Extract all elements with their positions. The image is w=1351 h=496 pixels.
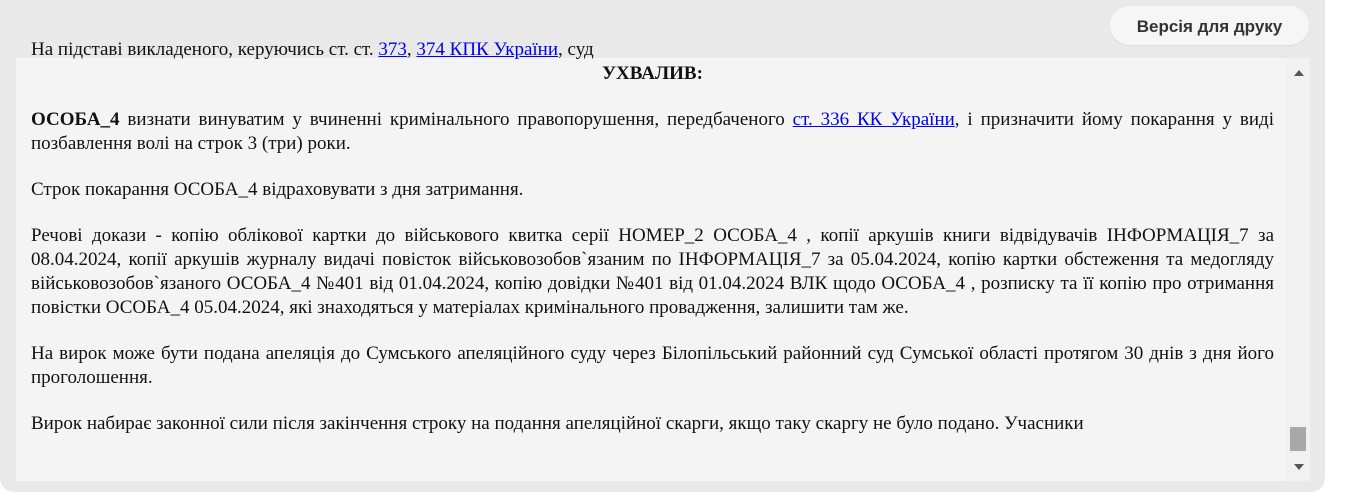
- top-line-separator: ,: [406, 39, 417, 60]
- top-line-text: На підставі викладеного, керуючись ст. ст.: [31, 39, 379, 60]
- print-version-button[interactable]: Версія для друку: [1110, 6, 1309, 45]
- paragraph-sentence-text2: , і призначити йому покарання у виді позбавлення волі на строк 3 (три) роки.: [31, 109, 1275, 154]
- paragraph-sentence-text1: визнати винуватим у вчиненні кримінального правопорушення, передбаченого: [119, 109, 793, 130]
- vertical-scrollbar[interactable]: [1286, 58, 1310, 481]
- partial-top-line: [31, 38, 1274, 62]
- scrollbar-thumb[interactable]: [1290, 427, 1306, 451]
- paragraph-evidence: Речові докази - копію облікової картки до військового квитка серії НОМЕР_2 ОСОБА_4 , копії аркушів книги відвідувачів ІНФОРМАЦІЯ_7 за 08.04.2024, копії аркушів журналу видачі повісток військовозобов`язаним по ІНФОРМАЦІЯ_7 за 05.04.2024, копію картки обстеження та медогляду військовозобов`язаного ОСОБА_4 №401 від 01.04.2024, копію довідки №401 від 01.04.2024 ВЛК щодо ОСОБА_4 , розписку та її копію про отримання повістки ОСОБА_4 05.04.2024, які знаходяться у матеріалах кримінального провадження, залишити там же.: [31, 225, 1274, 318]
- scroll-up-icon[interactable]: [1294, 70, 1304, 76]
- paragraph-appeal: На вирок може бути подана апеляція до Сумського апеляційного суду через Білопільський районний суд Сумської області протягом 30 днів з дня його проголошення.: [31, 343, 1274, 388]
- paragraph-term: Строк покарання ОСОБА_4 відраховувати з дня затримання.: [31, 179, 524, 200]
- link-art-336[interactable]: ст. 336 КК України: [792, 109, 955, 130]
- scroll-down-icon[interactable]: [1294, 464, 1304, 470]
- verdict-heading: УХВАЛИВ:: [602, 63, 703, 84]
- paragraph-sentence: [31, 108, 1274, 156]
- link-art-374[interactable]: 374 КПК України: [416, 39, 559, 60]
- top-line-suffix: , суд: [558, 39, 594, 60]
- link-art-373[interactable]: 373: [378, 39, 407, 60]
- partial-bottom-line: Вирок набирає законної сили після закінчення строку на подання апеляційної скарги, якщо таку скаргу не було подано. Учасники: [31, 413, 1084, 434]
- document-viewer[interactable]: [16, 39, 1310, 481]
- document-text: [31, 38, 1274, 436]
- person-name: ОСОБА_4: [31, 109, 120, 130]
